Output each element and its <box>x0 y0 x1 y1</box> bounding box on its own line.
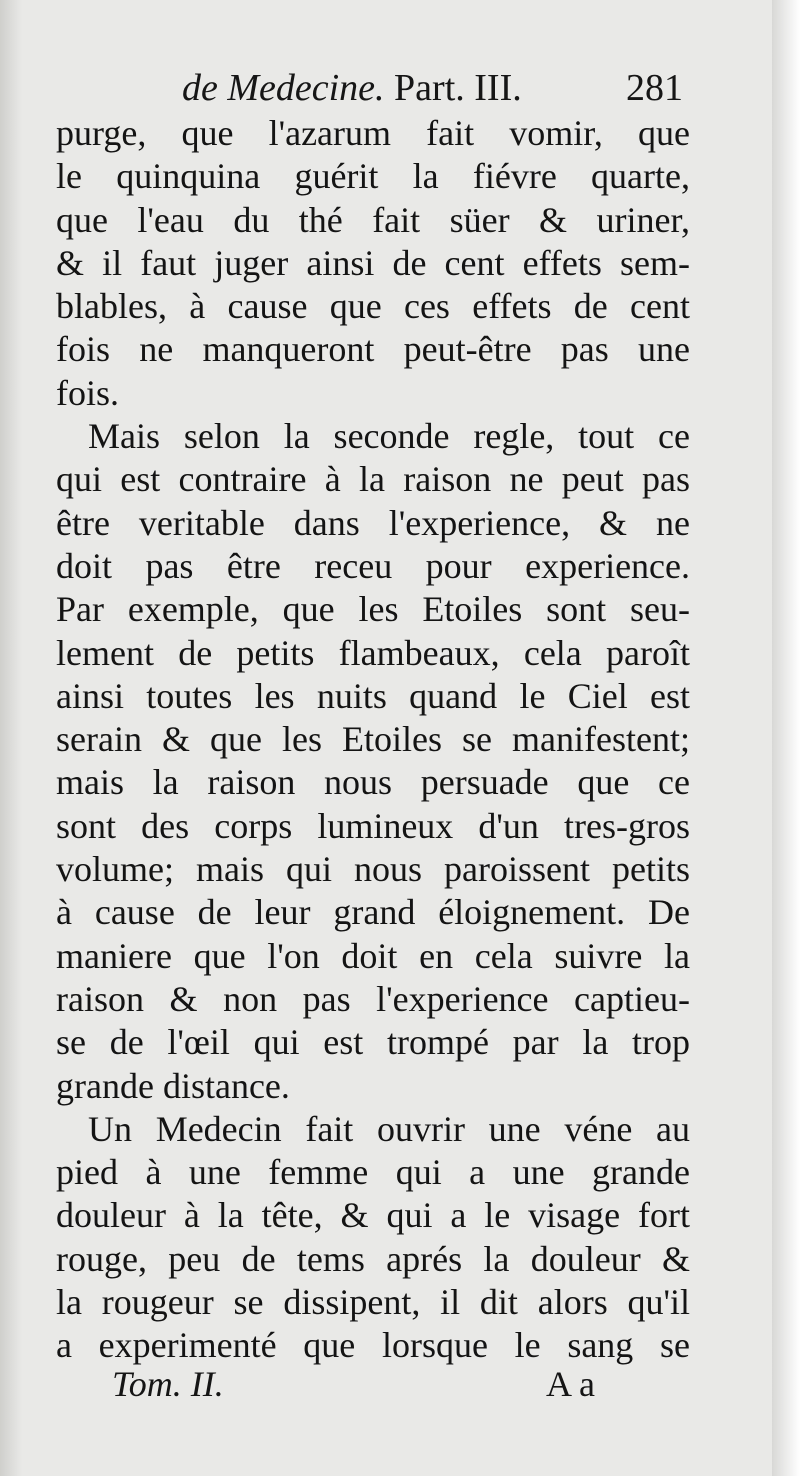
text-line: raison & non pas l'experience captieu- <box>56 978 690 1019</box>
text-line: le quinquina guérit la fiévre quarte, <box>56 156 690 197</box>
text-line: Un Medecin fait ouvrir une véne au <box>88 1108 690 1149</box>
catchword: A a <box>546 1364 595 1404</box>
text-line: fois ne manqueront peut-être pas une <box>56 329 690 370</box>
running-title-roman: Part. III. <box>384 67 522 109</box>
text-line: & il faut juger ainsi de cent effets sem- <box>56 242 690 283</box>
text-line: maniere que l'on doit en cela suivre la <box>56 935 690 976</box>
page-number: 281 <box>626 67 683 109</box>
text-line: doit pas être receu pour experience. <box>56 545 690 586</box>
body-text <box>56 112 690 1368</box>
text-line: fois. <box>56 372 119 413</box>
text-line: purge, que l'azarum fait vomir, que <box>56 113 690 153</box>
text-line: grande distance. <box>56 1065 290 1106</box>
text-line: Mais selon la seconde regle, tout ce <box>88 416 690 457</box>
running-title-italic: de Medecine. <box>182 67 385 109</box>
text-line: à cause de leur grand éloignement. De <box>56 892 690 933</box>
text-line: que l'eau du thé fait süer & uriner, <box>56 199 690 240</box>
page-edge <box>772 0 800 1476</box>
paragraph-2 <box>56 415 690 1108</box>
text-line: rouge, peu de tems aprés la douleur & <box>56 1238 690 1279</box>
text-line: se de l'œil qui est trompé par la trop <box>56 1022 690 1063</box>
text-line: blables, à cause que ces effets de cent <box>56 286 690 327</box>
page-footer <box>0 1360 778 1408</box>
running-title <box>182 62 522 114</box>
text-line: pied à une femme qui a une grande <box>56 1152 690 1193</box>
text-line: mais la raison nous persuade que ce <box>56 762 690 803</box>
paragraph-3 <box>56 1108 690 1368</box>
text-line: ainsi toutes les nuits quand le Ciel est <box>56 675 690 716</box>
text-line: être veritable dans l'experience, & ne <box>56 502 690 543</box>
text-line: volume; mais qui nous paroissent petits <box>56 849 690 890</box>
text-line: sont des corps lumineux d'un tres-gros <box>56 805 690 846</box>
text-line: qui est contraire à la raison ne peut pas <box>56 459 690 500</box>
signature-mark: Tom. II. <box>112 1364 224 1404</box>
gutter-shadow <box>0 0 22 1476</box>
paragraph-1 <box>56 112 690 415</box>
text-line: la rougeur se dissipent, il dit alors qu'il <box>56 1282 690 1323</box>
text-line: douleur à la tête, & qui a le visage fort <box>56 1195 690 1236</box>
text-line: a experimenté que lorsque le sang se <box>56 1325 690 1366</box>
text-line: serain & que les Etoiles se manifestent; <box>56 719 690 760</box>
text-line: lement de petits flambeaux, cela paroît <box>56 632 690 673</box>
text-line: Par exemple, que les Etoiles sont seu- <box>56 589 690 630</box>
